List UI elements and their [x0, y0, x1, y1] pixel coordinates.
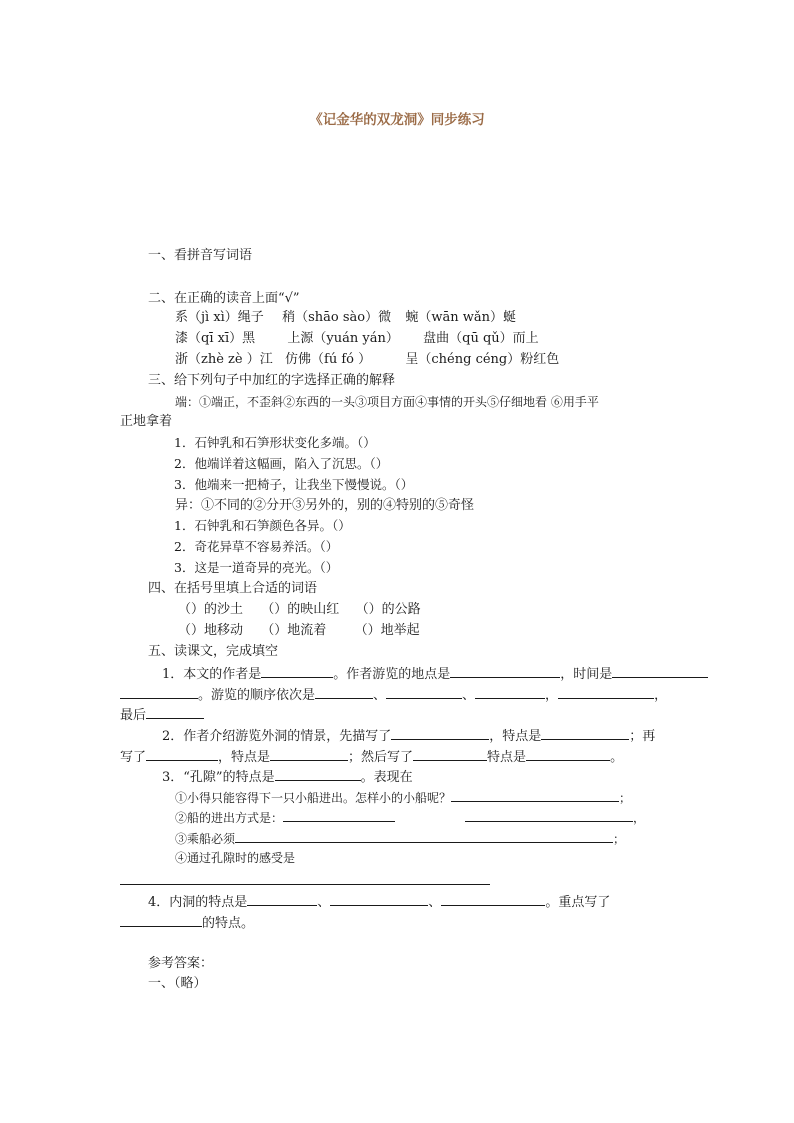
section-3-heading: 三、给下列句子中加红的字选择正确的解释: [148, 373, 396, 388]
pinyin-item: 浙（zhè zè ）江: [175, 352, 273, 367]
question-text: 2．作者介绍游览外洞的情景，先描写了: [162, 729, 392, 744]
question-text: 写了: [120, 750, 147, 765]
question-text: ；: [619, 791, 632, 805]
question-text: ，时间是: [560, 667, 613, 682]
section-5-heading: 五、读课文，完成填空: [148, 644, 279, 659]
pinyin-item: 蜿（wān wǎn）蜒: [405, 310, 517, 325]
answer-1: 一、（略）: [148, 976, 207, 991]
fill-item: （）地移动: [178, 623, 244, 638]
question-1-line-1: [162, 664, 708, 684]
answer-blank[interactable]: [413, 747, 487, 761]
question-3: [162, 767, 413, 787]
answer-blank[interactable]: [261, 664, 333, 678]
question-text: ③乘船必须: [175, 832, 236, 846]
question-text: ；然后写了: [348, 750, 414, 765]
page-title: 《记金华的双龙洞》同步练习: [309, 112, 485, 128]
answer-blank[interactable]: [558, 685, 654, 699]
answer-rule[interactable]: [120, 884, 490, 885]
section-1-heading: 一、看拼音写词语: [148, 248, 253, 263]
fill-item: （）地流着: [261, 623, 327, 638]
answer-blank[interactable]: [465, 808, 633, 822]
section-4-heading: 四、在括号里填上合适的词语: [148, 581, 318, 596]
pinyin-item: 呈（chéng céng）粉红色: [405, 352, 560, 367]
answer-blank[interactable]: [441, 892, 545, 906]
answer-blank[interactable]: [475, 685, 545, 699]
answer-blank[interactable]: [235, 829, 613, 843]
question-3-sub-3: [175, 829, 625, 848]
question-text: 4．内洞的特点是: [148, 895, 248, 910]
question-3-sub-2: [175, 808, 645, 827]
answer-blank[interactable]: [120, 913, 202, 927]
yi-item-2: 2．奇花异草不容易养活。（）: [174, 539, 339, 554]
pinyin-item: 盘曲（qū qǔ）而上: [423, 331, 539, 346]
section-2-heading: 二、在正确的读音上面“√”: [148, 291, 300, 306]
fill-item: （）的映山红: [261, 602, 340, 617]
question-text: ，特点是: [218, 750, 271, 765]
question-3-sub-4: ④通过孔隙时的感受是: [175, 851, 296, 865]
question-text: ①小得只能容得下一只小船进出。怎样小的小船呢？: [175, 791, 452, 805]
answer-blank[interactable]: [146, 747, 218, 761]
question-text: 1．本文的作者是: [162, 667, 262, 682]
question-text: 、: [428, 895, 442, 910]
answer-blank[interactable]: [315, 685, 373, 699]
question-1-line-2: [120, 685, 667, 705]
answer-blank[interactable]: [612, 664, 708, 678]
question-text: 。重点写了: [545, 895, 611, 910]
answer-blank[interactable]: [120, 685, 198, 699]
answer-blank[interactable]: [541, 726, 629, 740]
question-text: ②船的进出方式是：: [175, 811, 284, 825]
pinyin-row-1: [175, 309, 516, 327]
answer-blank[interactable]: [526, 747, 610, 761]
question-3-sub-1: [175, 788, 631, 807]
pinyin-row-2: [175, 330, 539, 348]
duan-definition-cont: 正地拿着: [120, 414, 173, 429]
yi-definition: 异：①不同的②分开③另外的，别的④特别的⑤奇怪: [175, 498, 475, 513]
yi-item-1: 1．石钟乳和石笋颜色各异。（）: [174, 518, 351, 533]
pinyin-item: 仿佛（fú fó ）: [285, 352, 372, 367]
fill-row-1: [178, 601, 421, 619]
question-1-line-3: [120, 705, 204, 725]
question-4-line-1: [148, 892, 610, 912]
answer-blank[interactable]: [386, 685, 462, 699]
answer-blank[interactable]: [146, 705, 204, 719]
question-text: 。: [610, 750, 624, 765]
duan-item-3: 3．他端来一把椅子，让我坐下慢慢说。（）: [174, 477, 414, 492]
pinyin-row-3: [175, 351, 559, 369]
answer-blank[interactable]: [275, 767, 361, 781]
pinyin-item: 上源（yuán yán）: [287, 331, 399, 346]
question-text: ，特点是: [489, 729, 542, 744]
question-text: 最后: [120, 708, 147, 723]
duan-item-1: 1．石钟乳和石笋形状变化多端。（）: [174, 435, 376, 450]
question-text: 、: [317, 895, 331, 910]
question-text: ；: [613, 832, 626, 846]
question-text: ；再: [629, 729, 656, 744]
question-text: 3．“孔隙”的特点是: [162, 770, 275, 785]
fill-item: （）的公路: [355, 602, 421, 617]
question-text: ，: [545, 688, 559, 703]
question-text: 。表现在: [360, 770, 413, 785]
pinyin-item: 系（jì xì）绳子: [175, 310, 264, 325]
answer-blank[interactable]: [330, 892, 428, 906]
answer-blank[interactable]: [247, 892, 317, 906]
fill-item: （）的沙土: [178, 602, 244, 617]
question-2-line-1: [162, 726, 655, 746]
question-2-line-2: [120, 747, 623, 767]
answer-blank[interactable]: [283, 808, 395, 822]
duan-definition: 端：①端正，不歪斜②东西的一头③项目方面④事情的开头⑤仔细地看 ⑥用手平: [175, 395, 599, 409]
answer-blank[interactable]: [391, 726, 489, 740]
question-text: 、: [373, 688, 387, 703]
question-4-line-2: [120, 913, 254, 933]
question-text: 特点是: [487, 750, 527, 765]
question-text: 的特点。: [202, 916, 255, 931]
answer-blank[interactable]: [450, 664, 560, 678]
question-text: 。作者游览的地点是: [333, 667, 451, 682]
fill-item: （）地举起: [354, 623, 420, 638]
duan-item-2: 2．他端详着这幅画，陷入了沉思。（）: [174, 456, 389, 471]
question-text: ，: [633, 811, 646, 825]
yi-item-3: 3．这是一道奇异的亮光。（）: [174, 560, 339, 575]
pinyin-item: 漆（qī xī）黑: [175, 331, 256, 346]
answers-heading: 参考答案：: [148, 956, 214, 971]
question-text: ，: [654, 688, 668, 703]
fill-row-2: [178, 622, 420, 640]
answer-blank[interactable]: [451, 788, 619, 802]
answer-blank[interactable]: [270, 747, 348, 761]
question-text: 、: [462, 688, 476, 703]
pinyin-item: 稍（shāo sào）微: [282, 310, 392, 325]
question-text: 。游览的顺序依次是: [198, 688, 316, 703]
